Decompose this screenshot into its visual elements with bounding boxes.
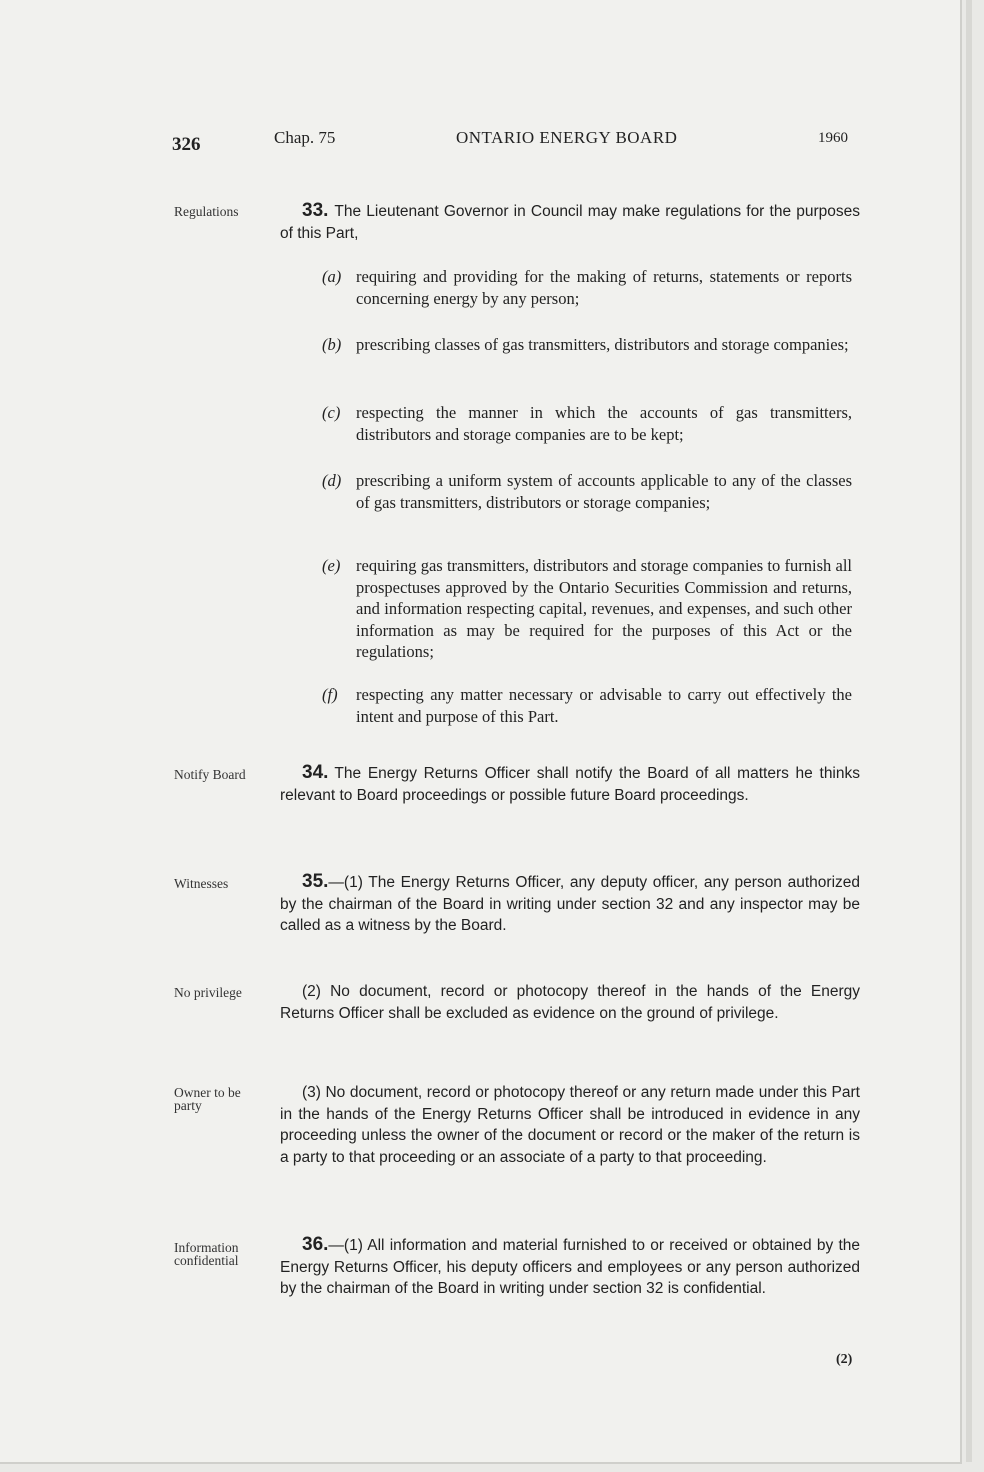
section-36-1 <box>280 1234 860 1300</box>
clause-a <box>322 266 852 309</box>
section-34-number: 34. <box>302 762 329 783</box>
section-35-3-text: (3) No document, record or photocopy thereof or any return made under this Part in the hands of the Energy Returns Officer shall be introduced in evidence in any proceeding unless the owner of the document or record or the maker of the return is a party to that proceeding or an associate of a party to that proceeding. <box>280 1084 860 1166</box>
clause-c <box>322 402 852 445</box>
chapter-label: Chap. 75 <box>274 128 336 147</box>
page-number: 326 <box>172 134 201 155</box>
section-36-1-text: —(1) All information and material furnished to or received or obtained by the Energy Returns Officer, his deputy officers and employees or any person authorized by the chairman of the Board in writing under section 32 is confidential. <box>280 1237 860 1297</box>
margin-note-notify-board: Notify Board <box>174 767 246 782</box>
clause-text: prescribing a uniform system of accounts applicable to any of the classes of gas transmitters, distributors or storage companies; <box>356 471 852 512</box>
clause-label: (a) <box>322 267 342 286</box>
margin-note-owner-to-be-party: Owner to be party <box>174 1085 241 1113</box>
running-title: ONTARIO ENERGY BOARD <box>456 128 678 147</box>
clause-text: requiring and providing for the making of returns, statements or reports concerning energy by any person; <box>356 267 852 308</box>
section-35-1-text: —(1) The Energy Returns Officer, any deputy officer, any person authorized by the chairman of the Board in writing under section 32 and any inspector may be called as a witness by the Board. <box>280 874 860 934</box>
section-34-text: The Energy Returns Officer shall notify the Board of all matters he thinks relevant to Board proceedings or possible future Board proceedings. <box>280 765 860 804</box>
section-35-1 <box>280 871 860 937</box>
section-35-3 <box>280 1082 860 1168</box>
clause-label: (c) <box>322 403 341 422</box>
section-34 <box>280 762 860 806</box>
margin-note-information-confidential: Information confidential <box>174 1240 239 1268</box>
clause-d <box>322 470 852 513</box>
clause-e <box>322 555 852 663</box>
clause-text: requiring gas transmitters, distributors and storage companies to furnish all prospectuses approved by the Ontario Securities Commission and returns, and information respecting capital, revenues, and expenses, and such other information as may be required for the purposes of this Act or the regulations; <box>356 556 852 661</box>
signature-mark: (2) <box>836 1352 853 1367</box>
margin-note-regulations: Regulations <box>174 204 239 219</box>
clause-f <box>322 684 852 727</box>
section-33-number: 33. <box>302 200 329 221</box>
clause-text: respecting any matter necessary or advisable to carry out effectively the intent and purpose of this Part. <box>356 685 852 726</box>
page-edge <box>966 0 972 1462</box>
clause-text: prescribing classes of gas transmitters, distributors and storage companies; <box>356 335 849 354</box>
section-33-text: The Lieutenant Governor in Council may make regulations for the purposes of this Part, <box>280 203 860 242</box>
clause-b <box>322 334 852 356</box>
section-33-intro <box>280 200 860 244</box>
clause-text: respecting the manner in which the accounts of gas transmitters, distributors and storage companies are to be kept; <box>356 403 852 444</box>
clause-label: (e) <box>322 556 341 575</box>
section-35-2 <box>280 981 860 1024</box>
clause-label: (f) <box>322 685 338 704</box>
clause-label: (d) <box>322 471 342 490</box>
margin-note-no-privilege: No privilege <box>174 985 242 1000</box>
section-36-number: 36. <box>302 1234 329 1255</box>
section-35-number: 35. <box>302 871 329 892</box>
year-label: 1960 <box>818 130 848 146</box>
margin-note-witnesses: Witnesses <box>174 876 229 891</box>
section-35-2-text: (2) No document, record or photocopy thereof in the hands of the Energy Returns Officer shall be excluded as evidence on the ground of privilege. <box>280 983 860 1022</box>
clause-label: (b) <box>322 335 342 354</box>
